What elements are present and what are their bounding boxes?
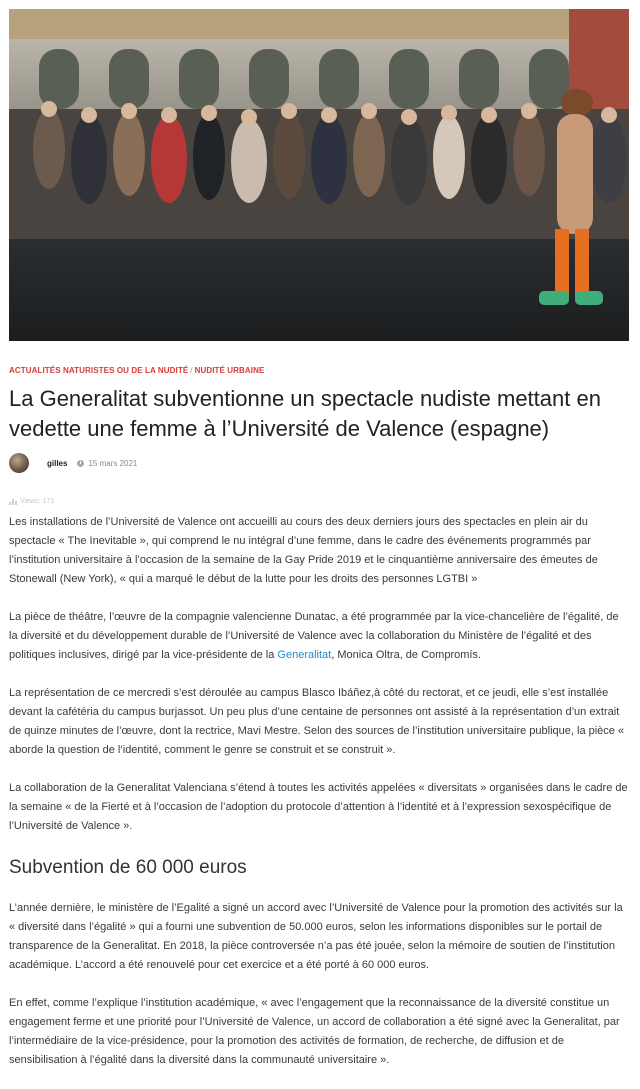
view-count: Views: 171 <box>20 498 55 505</box>
paragraph-4: La collaboration de la Generalitat Valenciana s’étend à toutes les activités appelées « diversitats » organisées dans le cadre de la semaine « de la Fierté et à l’occasion de l’adoption du protocole d’attention à l’identité et à l’expression sexospécifique de l’Université de Valence ». <box>9 782 628 832</box>
article-hero-image <box>9 9 629 341</box>
paragraph-3: La représentation de ce mercredi s’est déroulée au campus Blasco Ibáñez,à côté du rectorat, et ce jeudi, elle s’est installée devant la cafétéria du campus burjassot. Un peu plus d’une centaine de personnes ont assisté à la représentation d’un extrait de quinze minutes de l’œuvre, dont la rectrice, Mavi Mestre. Selon des sources de l’institution universitaire publique, la pièce « aborde la question de l’identité, comment le genre se construit et se construit ». <box>9 687 625 756</box>
article-meta <box>9 452 309 474</box>
paragraph-2-text-b: , Monica Oltra, de Compromís. <box>331 649 482 661</box>
paragraph-1: Les installations de l’Université de Valence ont accueilli au cours des deux derniers jours des spectacles en plein air du spectacle « The Inevitable », qui comprend le nu intégral d’une femme, dans le cadre des événements programmés par l’institution universitaire à l’occasion de la semaine de la Gay Pride 2019 et le cinquantième anniversaire des émeutes de Stonewall (New York), « qui a marqué le début de la lutte pour les droits des personnes LGTBI » <box>9 516 598 585</box>
category-separator: / <box>190 366 193 375</box>
paragraph-5: L’année dernière, le ministère de l’Egalité a signé un accord avec l’Université de Valence pour la promotion des activités sur la « diversité dans l’égalité » qui a fourni une subvention de 50.000 euros, selon les informations disponibles sur le portail de transparence de la Generalitat. En 2018, la pièce controversée n’a pas été jouée, selon la mémoire de soutien de l’institution académique. L’accord a été renouvelé pour cet exercice et a été porté à 60 000 euros. <box>9 902 623 971</box>
clock-icon <box>77 460 84 467</box>
article-title: La Generalitat subventionne un spectacle nudiste mettant en vedette une femme à l’Université de Valence (espagne) <box>9 386 601 441</box>
article-body <box>9 513 629 1089</box>
paragraph-2 <box>9 608 629 665</box>
view-counter <box>9 498 54 505</box>
author-name[interactable]: gilles <box>47 458 68 468</box>
bar-chart-icon <box>9 499 17 505</box>
article-categories <box>9 366 264 375</box>
author-avatar[interactable] <box>9 453 29 473</box>
hero-photo <box>9 9 629 341</box>
paragraph-6: En effet, comme l’explique l’institution académique, « avec l’engagement que la reconnaissance de la diversité constitue un engagement ferme et une priorité pour l’Université de Valence, un accord de collaboration a été signé avec la Generalitat, par l’intermédiaire de la vice-présidence, pour la promotion des activités de formation, de recherche, de diffusion et de sensibilisation à l’égalité dans la diversité dans la communauté universitaire ». <box>9 997 620 1066</box>
category-link-urban-nudity[interactable]: NUDITÉ URBAINE <box>194 366 265 375</box>
section-heading: Subvention de 60 000 euros <box>9 857 247 878</box>
generalitat-link[interactable]: Generalitat <box>277 649 332 661</box>
paragraph-2-text-a: La pièce de théâtre, l’œuvre de la compagnie valencienne Dunatac, a été programmée par la vice-chancelière de l’égalité, de la diversité et du développement durable de l’Université de Valence avec la collaboration du Ministère de l’égalité et des politiques inclusives, dirigé par la vice-présidente de la <box>9 611 619 661</box>
category-link-naturist-news[interactable]: ACTUALITÉS NATURISTES OU DE LA NUDITÉ <box>9 366 189 375</box>
publish-date: 15 mars 2021 <box>88 458 138 468</box>
